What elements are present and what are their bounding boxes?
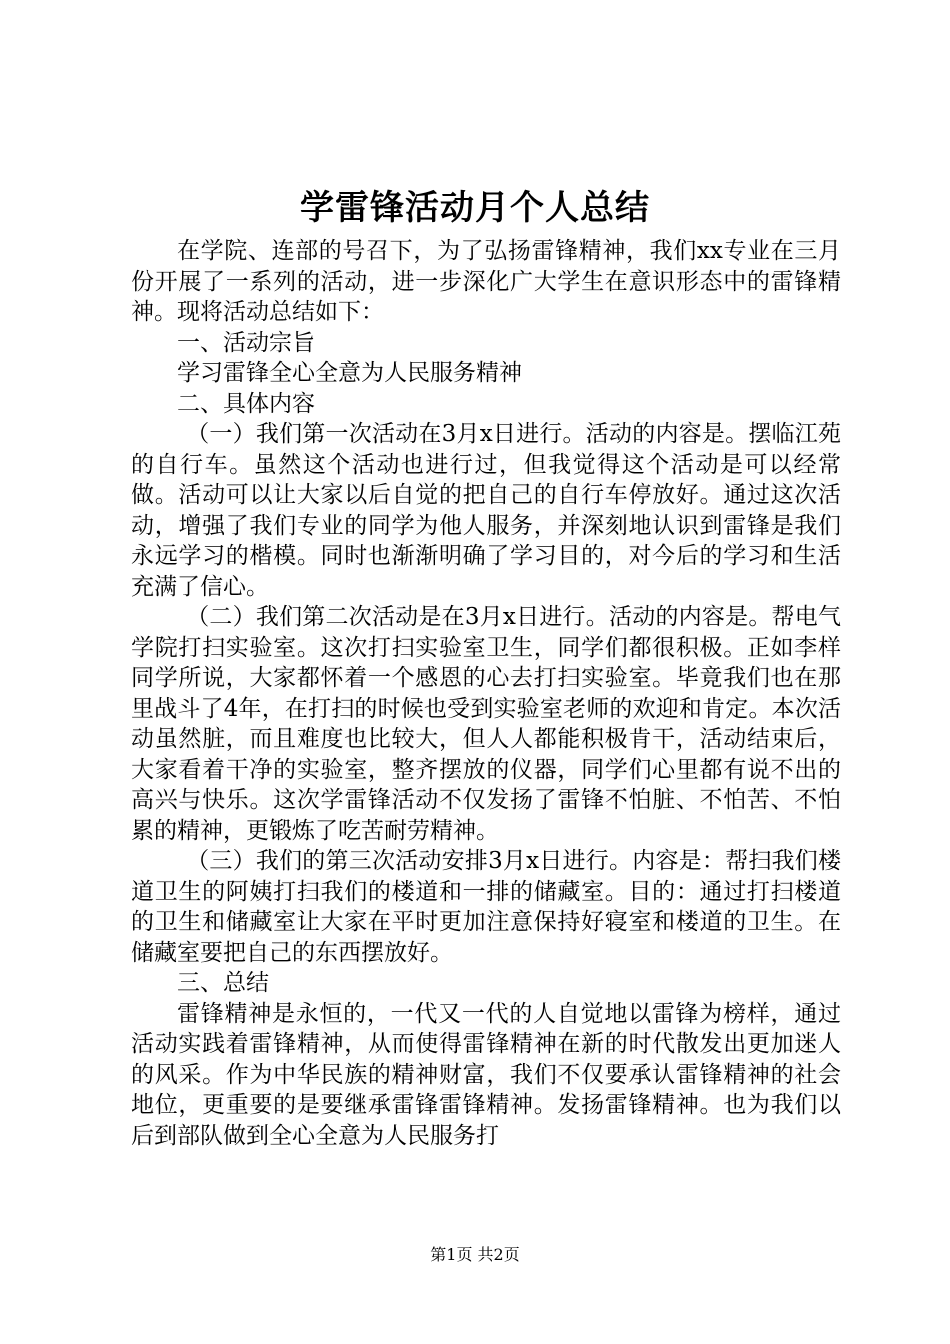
purpose-paragraph: 学习雷锋全心全意为人民服务精神 — [177, 360, 522, 386]
summary-paragraph: 雷锋精神是永恒的，一代又一代的人自觉地以雷锋为榜样，通过活动实践着雷锋精神，从而使得雷锋精神在新的时代散发出更加迷人的风采。作为中华民族的精神财富，我们不仅要承认雷锋精神的社会地位，更重要的是要继承雷锋雷锋精神。发扬雷锋精神。也为我们以后到部队做到全心全意为人民服务打 — [131, 1000, 841, 1149]
section-heading-content: 二、具体内容 — [177, 390, 315, 417]
document-title: 学雷锋活动月个人总结 — [300, 188, 650, 228]
intro-paragraph: 在学院、连部的号召下，为了弘扬雷锋精神，我们xx专业在三月份开展了一系列的活动，进一步深化广大学生在意识形态中的雷锋精神。现将活动总结如下： — [131, 238, 841, 325]
activity-two-paragraph: （二）我们第二次活动是在3月x日进行。活动的内容是。帮电气学院打扫实验室。这次打扫实验室卫生，同学们都很积极。正如李样同学所说，大家都怀着一个感恩的心去打扫实验室。毕竟我们也在那里战斗了4年，在打扫的时候也受到实验室老师的欢迎和肯定。本次活动虽然脏，而且难度也比较大，但人人都能积极肯干，活动结束后，大家看着干净的实验室，整齐摆放的仪器，同学们心里都有说不出的高兴与快乐。这次学雷锋活动不仅发扬了雷锋不怕脏、不怕苦、不怕累的精神，更锻炼了吃苦耐劳精神。 — [131, 604, 841, 844]
page-footer: 第1页 共2页 — [430, 1245, 520, 1264]
document-body — [131, 236, 841, 1151]
activity-three-paragraph: （三）我们的第三次活动安排3月x日进行。内容是：帮扫我们楼道卫生的阿姨打扫我们的楼道和一排的储藏室。目的：通过打扫楼道的卫生和储藏室让大家在平时更加注意保持好寝室和楼道的卫生。在储藏室要把自己的东西摆放好。 — [131, 848, 841, 966]
activity-one-paragraph: （一）我们第一次活动在3月x日进行。活动的内容是。摆临江苑的自行车。虽然这个活动也进行过，但我觉得这个活动是可以经常做。活动可以让大家以后自觉的把自己的自行车停放好。通过这次活动，增强了我们专业的同学为他人服务，并深刻地认识到雷锋是我们永远学习的楷模。同时也渐渐明确了学习目的，对今后的学习和生活充满了信心。 — [131, 421, 841, 600]
section-heading-summary: 三、总结 — [177, 970, 269, 996]
section-heading-purpose: 一、活动宗旨 — [177, 329, 315, 356]
